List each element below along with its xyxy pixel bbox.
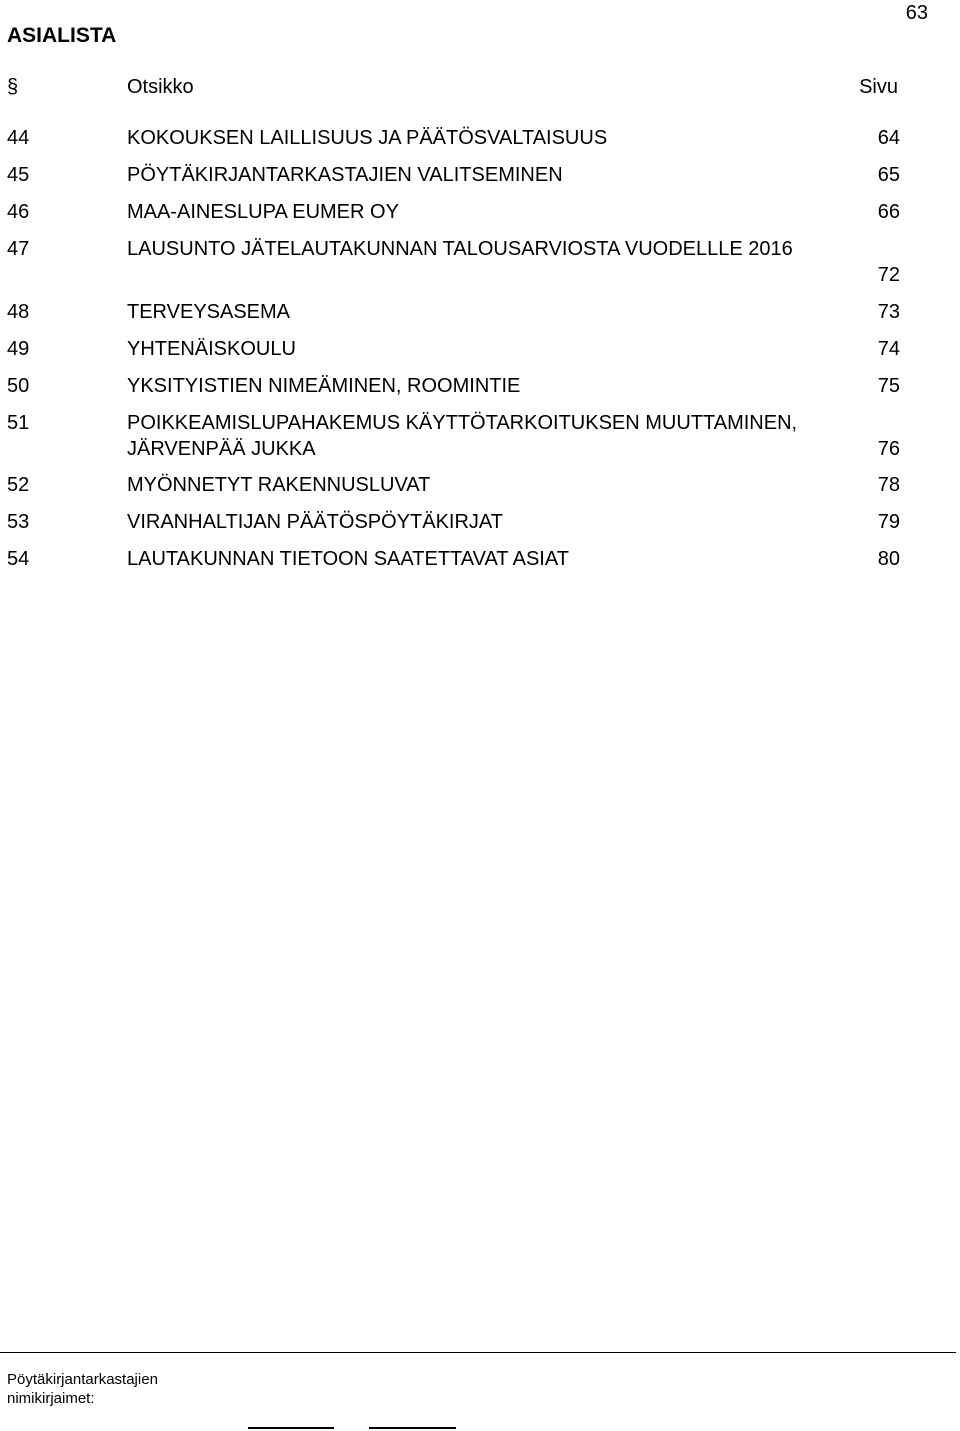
agenda-item-page: 64 bbox=[877, 127, 900, 149]
agenda-item-number: 53 bbox=[7, 511, 30, 533]
agenda-item-page: 79 bbox=[877, 511, 900, 533]
section-symbol-header: § bbox=[7, 76, 19, 98]
agenda-item-title: KOKOUKSEN LAILLISUUS JA PÄÄTÖSVALTAISUUS bbox=[127, 127, 608, 149]
agenda-item-number: 51 bbox=[7, 412, 30, 434]
page-title: ASIALISTA bbox=[7, 24, 117, 47]
signature-line bbox=[248, 1427, 334, 1429]
signature-line bbox=[369, 1427, 456, 1429]
agenda-item-title: LAUTAKUNNAN TIETOON SAATETTAVAT ASIAT bbox=[127, 548, 569, 570]
agenda-item-page: 78 bbox=[877, 474, 900, 496]
agenda-item-page: 66 bbox=[877, 201, 900, 223]
footer-label-line2: nimikirjaimet: bbox=[7, 1390, 95, 1407]
agenda-item-title: LAUSUNTO JÄTELAUTAKUNNAN TALOUSARVIOSTA VUODELLLE 2016 bbox=[127, 238, 793, 260]
agenda-item-page: 75 bbox=[877, 375, 900, 397]
agenda-item-page: 72 bbox=[877, 264, 900, 286]
agenda-item-page: 65 bbox=[877, 164, 900, 186]
agenda-item-title-continued: JÄRVENPÄÄ JUKKA bbox=[127, 438, 316, 460]
agenda-item-number: 44 bbox=[7, 127, 30, 149]
agenda-item-number: 45 bbox=[7, 164, 30, 186]
page-number: 63 bbox=[905, 2, 928, 24]
agenda-item-page: 73 bbox=[877, 301, 900, 323]
footer-divider bbox=[0, 1352, 956, 1353]
agenda-item-title: YHTENÄISKOULU bbox=[127, 338, 296, 360]
agenda-item-title: MAA-AINESLUPA EUMER OY bbox=[127, 201, 399, 223]
page-column-header: Sivu bbox=[859, 76, 898, 98]
agenda-item-number: 46 bbox=[7, 201, 30, 223]
agenda-item-title: VIRANHALTIJAN PÄÄTÖSPÖYTÄKIRJAT bbox=[127, 511, 503, 533]
agenda-item-title: YKSITYISTIEN NIMEÄMINEN, ROOMINTIE bbox=[127, 375, 521, 397]
agenda-item-title: MYÖNNETYT RAKENNUSLUVAT bbox=[127, 474, 431, 496]
agenda-item-number: 49 bbox=[7, 338, 30, 360]
agenda-item-number: 48 bbox=[7, 301, 30, 323]
agenda-item-number: 52 bbox=[7, 474, 30, 496]
agenda-item-title: POIKKEAMISLUPAHAKEMUS KÄYTTÖTARKOITUKSEN MUUTTAMINEN, bbox=[127, 412, 798, 434]
agenda-item-page: 80 bbox=[877, 548, 900, 570]
title-column-header: Otsikko bbox=[127, 76, 194, 98]
agenda-item-page: 74 bbox=[877, 338, 900, 360]
footer-initials-label bbox=[7, 1370, 158, 1408]
agenda-item-number: 50 bbox=[7, 375, 30, 397]
agenda-item-page: 76 bbox=[877, 438, 900, 460]
agenda-item-number: 47 bbox=[7, 238, 30, 260]
footer-label-line1: Pöytäkirjantarkastajien bbox=[7, 1371, 158, 1388]
agenda-item-number: 54 bbox=[7, 548, 30, 570]
agenda-item-title: PÖYTÄKIRJANTARKASTAJIEN VALITSEMINEN bbox=[127, 164, 563, 186]
agenda-item-title: TERVEYSASEMA bbox=[127, 301, 291, 323]
